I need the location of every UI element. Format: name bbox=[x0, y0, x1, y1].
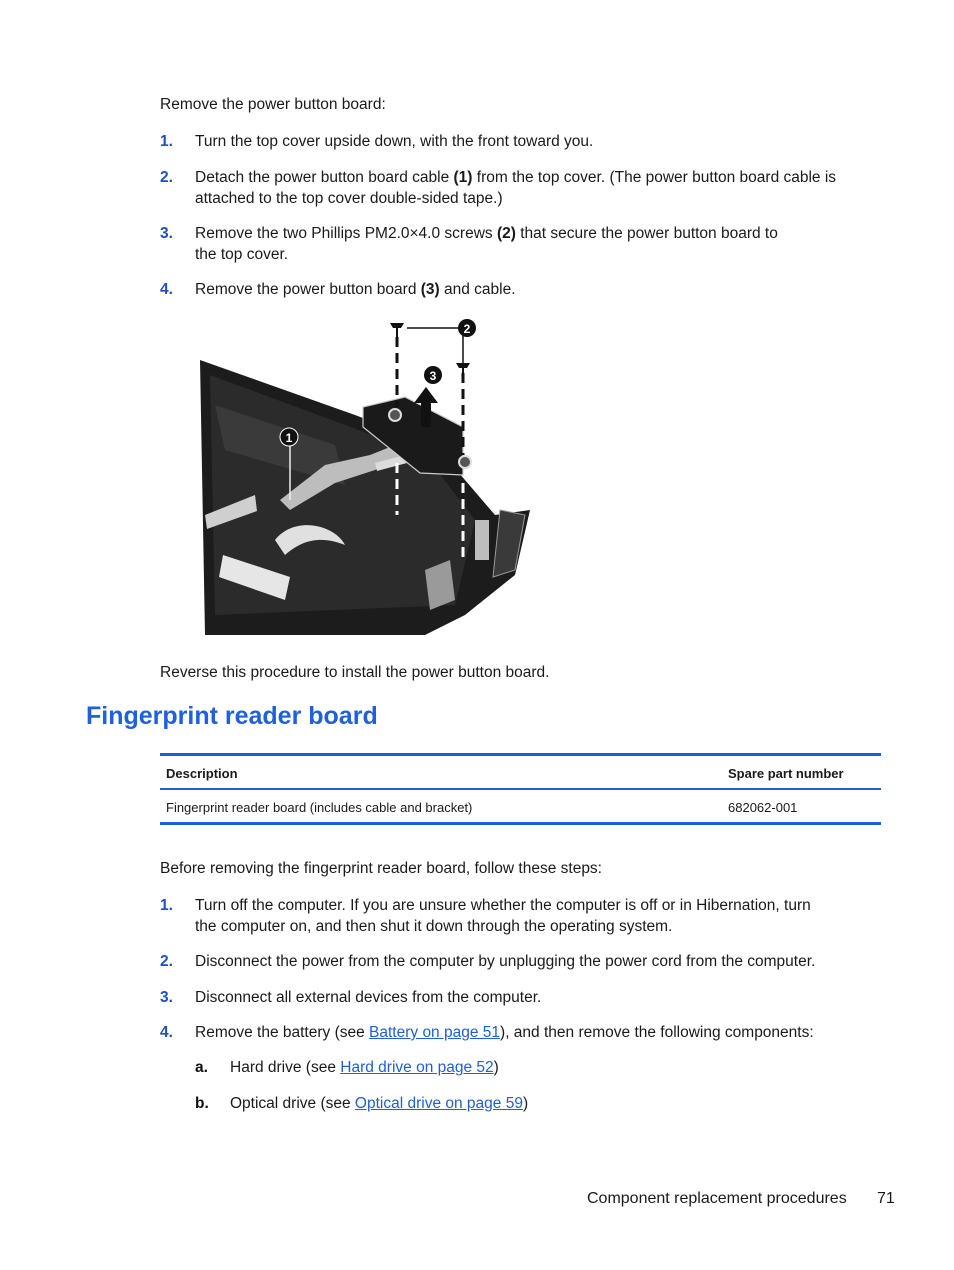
hard-drive-link[interactable]: Hard drive on page 52 bbox=[340, 1059, 494, 1076]
step-text-post: and cable. bbox=[439, 281, 516, 298]
optical-drive-link[interactable]: Optical drive on page 59 bbox=[354, 1095, 523, 1112]
table-row bbox=[160, 790, 881, 822]
cell-description: Fingerprint reader board (includes cable and bracket) bbox=[166, 799, 473, 815]
reverse-note: Reverse this procedure to install the power button board. bbox=[160, 664, 550, 681]
step-text: Turn off the computer. If you are unsure whether the computer is off or in Hibernation, turn the computer on, and then shut it down through the operating system. bbox=[195, 897, 811, 935]
screw-icon bbox=[456, 363, 470, 381]
step-text-pre: Remove the battery (see bbox=[195, 1024, 370, 1041]
substep-letter: b. bbox=[195, 1095, 209, 1112]
step-text-pre: Detach the power button board cable bbox=[195, 169, 454, 186]
step-text bbox=[195, 1022, 860, 1043]
substep-text-post: ) bbox=[493, 1059, 499, 1076]
step-number: 3. bbox=[160, 225, 173, 242]
callout-label-2: 2 bbox=[463, 322, 471, 336]
callout-label-3: 3 bbox=[429, 369, 437, 383]
step-text: Disconnect the power from the computer by unplugging the power cord from the computer. bbox=[195, 953, 816, 970]
substep-text bbox=[230, 1093, 528, 1114]
step-number: 4. bbox=[160, 1024, 173, 1041]
cell-spare-part-number: 682062-001 bbox=[728, 799, 798, 815]
table-bottom-rule bbox=[160, 822, 881, 825]
step-number: 1. bbox=[160, 897, 173, 914]
step-text bbox=[195, 167, 860, 209]
page-number: 71 bbox=[877, 1190, 895, 1207]
step-number: 2. bbox=[160, 953, 173, 970]
post bbox=[475, 520, 489, 560]
substep-text-pre: Hard drive (see bbox=[230, 1059, 341, 1076]
step-text-pre: Remove the power button board bbox=[195, 281, 421, 298]
screw-icon bbox=[390, 323, 404, 341]
substep-text bbox=[230, 1057, 499, 1078]
step-text: Disconnect all external devices from the computer. bbox=[195, 989, 542, 1006]
power-button-board-illustration bbox=[195, 315, 535, 645]
step-number: 2. bbox=[160, 169, 173, 186]
step-text-post: that secure the power button board to the top cover. bbox=[195, 225, 778, 263]
section-intro: Before removing the fingerprint reader board, follow these steps: bbox=[160, 860, 602, 877]
spare-parts-table bbox=[160, 753, 881, 825]
step-text-post: from the top cover. (The power button board cable is attached to the top cover double-sided tape.) bbox=[195, 169, 837, 207]
table-header-row bbox=[160, 756, 881, 788]
board-screw-hole bbox=[459, 456, 471, 468]
callout-ref: (1) bbox=[453, 169, 473, 186]
column-header-description: Description bbox=[166, 766, 238, 781]
step-number: 4. bbox=[160, 281, 173, 298]
battery-link[interactable]: Battery on page 51 bbox=[369, 1024, 501, 1041]
substep-text-pre: Optical drive (see bbox=[230, 1095, 355, 1112]
callout-label-1: 1 bbox=[285, 431, 293, 445]
substep-text-post: ) bbox=[522, 1095, 529, 1112]
removal-intro: Remove the power button board: bbox=[160, 96, 386, 113]
step-text: Turn the top cover upside down, with the front toward you. bbox=[195, 133, 594, 150]
step-text-pre: Remove the two Phillips PM2.0×4.0 screws bbox=[195, 225, 497, 242]
column-header-spare-part-number: Spare part number bbox=[728, 766, 844, 781]
callout-ref: (2) bbox=[496, 225, 516, 242]
board-screw-hole bbox=[389, 409, 401, 421]
footer-chapter: Component replacement procedures bbox=[587, 1190, 847, 1207]
step-text-post: ), and then remove the following components: bbox=[500, 1024, 814, 1041]
callout-ref: (3) bbox=[420, 281, 440, 298]
step-text bbox=[195, 223, 795, 265]
section-title: Fingerprint reader board bbox=[86, 702, 378, 730]
step-number: 3. bbox=[160, 989, 173, 1006]
step-number: 1. bbox=[160, 133, 173, 150]
step-text bbox=[195, 279, 860, 300]
substep-letter: a. bbox=[195, 1059, 208, 1076]
